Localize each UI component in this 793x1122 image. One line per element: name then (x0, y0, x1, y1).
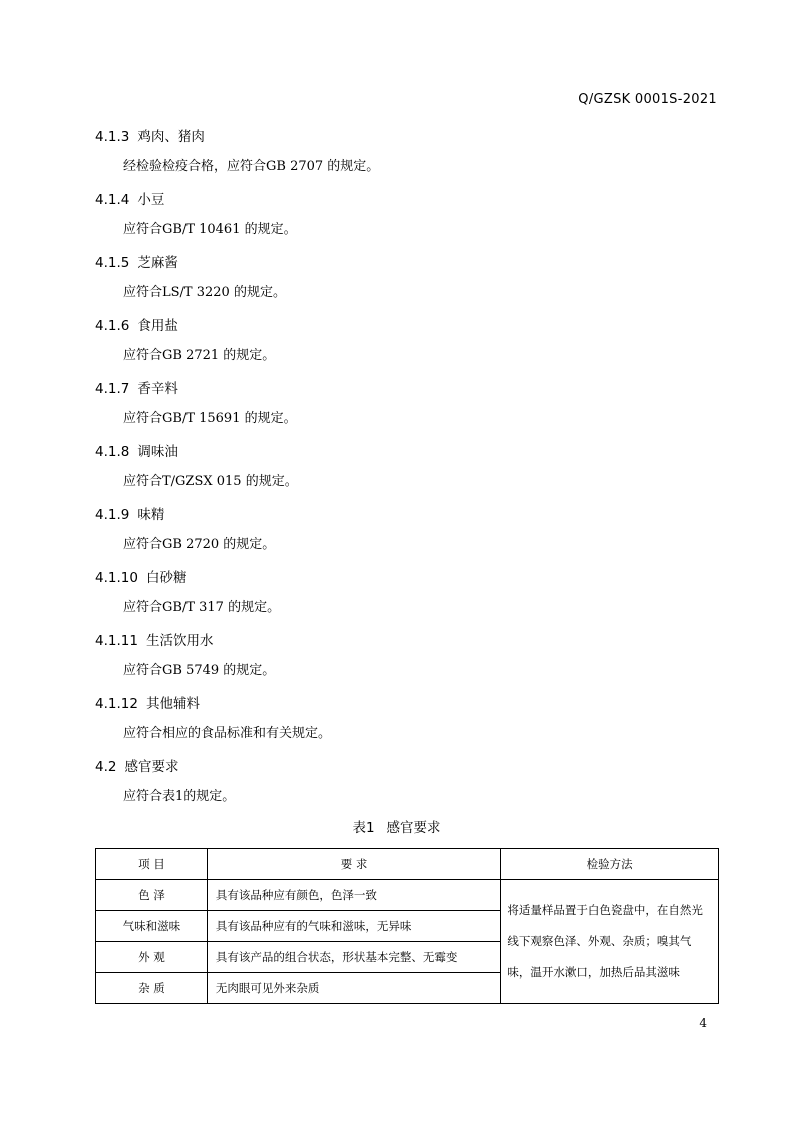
clause-4-2 (95, 757, 715, 807)
clause-text: 应符合GB/T 15691 的规定。 (123, 411, 297, 426)
table-caption-number: 表1 (352, 820, 375, 836)
clause-heading: 食用盐 (137, 318, 178, 334)
table-header-row (96, 849, 719, 880)
sensory-requirements-table (95, 848, 719, 1004)
clause-title (95, 568, 715, 588)
clause-heading: 味精 (137, 507, 165, 523)
clause-title (95, 253, 715, 273)
clause-heading: 香辛料 (137, 381, 178, 397)
clause-title (95, 316, 715, 336)
clause-text: 应符合GB 2721 的规定。 (123, 348, 276, 363)
table-cell-item: 外 观 (96, 942, 208, 973)
clause-text: 应符合GB/T 10461 的规定。 (123, 222, 297, 237)
clause-heading: 生活饮用水 (145, 633, 214, 649)
clause-number: 4.1.12 (95, 696, 138, 712)
clause-text: 应符合LS/T 3220 的规定。 (123, 285, 286, 300)
table-header-requirement: 要 求 (207, 849, 501, 880)
clause-title (95, 694, 715, 714)
table-caption (0, 818, 793, 838)
clause-heading: 小豆 (137, 192, 165, 208)
clause-4-1-3 (95, 127, 715, 177)
table-cell-item: 色 泽 (96, 880, 208, 911)
clause-title (95, 190, 715, 210)
clause-title (95, 379, 715, 399)
clause-heading: 调味油 (137, 444, 178, 460)
clause-4-1-12 (95, 694, 715, 744)
clause-text: 应符合GB 5749 的规定。 (123, 663, 276, 678)
table-cell-item: 气味和滋味 (96, 911, 208, 942)
clause-text: 应符合GB/T 317 的规定。 (123, 600, 281, 615)
clause-4-1-5 (95, 253, 715, 303)
clause-text: 应符合表1的规定。 (123, 789, 236, 804)
table-cell-method: 将适量样品置于白色瓷盘中，在自然光线下观察色泽、外观、杂质；嗅其气味，温开水漱口，加热后品其滋味 (501, 880, 719, 1004)
clause-heading: 其他辅料 (145, 696, 200, 712)
page-number: 4 (699, 1016, 707, 1030)
clause-number: 4.1.4 (95, 192, 130, 208)
clause-number: 4.1.11 (95, 633, 138, 649)
clause-number: 4.1.8 (95, 444, 130, 460)
table-row (96, 880, 719, 911)
table-header-method: 检验方法 (501, 849, 719, 880)
clause-number: 4.1.6 (95, 318, 130, 334)
table-header-item: 项 目 (96, 849, 208, 880)
clause-heading: 鸡肉、猪肉 (137, 129, 205, 145)
clause-title (95, 631, 715, 651)
table-cell-requirement: 具有该产品的组合状态，形状基本完整、无霉变 (207, 942, 501, 973)
table-caption-title: 感官要求 (386, 820, 441, 836)
clause-heading: 感官要求 (124, 759, 179, 775)
clause-4-1-9 (95, 505, 715, 555)
clause-4-1-7 (95, 379, 715, 429)
clause-title (95, 127, 715, 147)
clause-4-1-4 (95, 190, 715, 240)
clause-number: 4.1.10 (95, 570, 138, 586)
clause-heading: 白砂糖 (145, 570, 187, 586)
clause-title (95, 442, 715, 462)
document-code: Q/GZSK 0001S-2021 (578, 92, 717, 107)
clause-text: 应符合GB 2720 的规定。 (123, 537, 276, 552)
clause-number: 4.1.9 (95, 507, 130, 523)
clause-number: 4.2 (95, 759, 117, 775)
clause-number: 4.1.5 (95, 255, 130, 271)
table-cell-requirement: 无肉眼可见外来杂质 (207, 973, 501, 1004)
clause-title (95, 505, 715, 525)
clause-number: 4.1.7 (95, 381, 130, 397)
clause-text: 经检验检疫合格，应符合GB 2707 的规定。 (123, 159, 380, 174)
clause-4-1-8 (95, 442, 715, 492)
table-cell-requirement: 具有该品种应有的气味和滋味，无异味 (207, 911, 501, 942)
clause-title (95, 757, 715, 777)
clause-4-1-11 (95, 631, 715, 681)
clause-heading: 芝麻酱 (137, 255, 178, 271)
clause-4-1-6 (95, 316, 715, 366)
clause-4-1-10 (95, 568, 715, 618)
table-cell-item: 杂 质 (96, 973, 208, 1004)
clause-number: 4.1.3 (95, 129, 130, 145)
table-cell-requirement: 具有该品种应有颜色，色泽一致 (207, 880, 501, 911)
clause-text: 应符合T/GZSX 015 的规定。 (123, 474, 298, 489)
clause-text: 应符合相应的食品标准和有关规定。 (123, 726, 332, 741)
